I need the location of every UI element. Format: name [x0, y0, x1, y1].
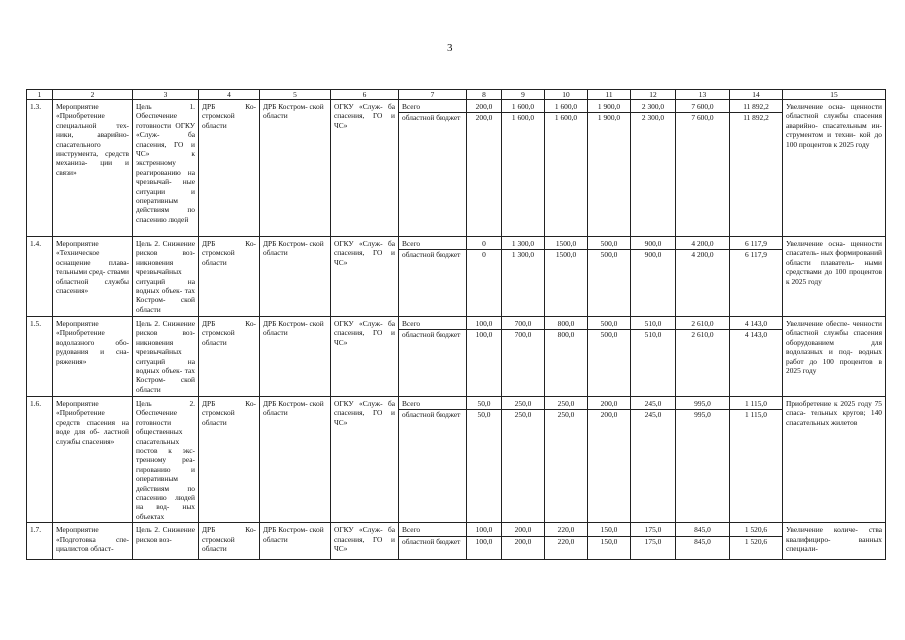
value-total: 200,0 — [514, 525, 532, 535]
value-total: 1500,0 — [555, 239, 577, 248]
expected-result-cell: Увеличение количе- ства квалифициро- ванных специали- — [783, 523, 886, 560]
value-budget: 50,0 — [467, 409, 501, 419]
col-header-10: 10 — [545, 90, 588, 100]
value-budget: 0 — [467, 249, 501, 259]
expected-result-cell: Увеличение обеспе- ченности областной службы спасения оборудованием для водолазных и под- водных работ до 100 процентов в 2025 году — [783, 317, 886, 397]
expected-result-cell: Приобретение к 2025 году 75 спаса- тельных кругов; 140 спасательных жилетов — [783, 397, 886, 523]
value-total: 245,0 — [644, 399, 662, 408]
goal-cell: Цель 2. Снижение рисков воз- — [133, 523, 199, 560]
col-header-4: 4 — [199, 90, 260, 100]
value-cell — [588, 100, 631, 237]
value-total: 200,0 — [600, 399, 618, 408]
administrator-cell: ДРБ Ко- стромской области — [199, 100, 260, 237]
executor-cell: ОГКУ «Служ- ба спасения, ГО и ЧС» — [331, 317, 399, 397]
value-total: 510,0 — [644, 319, 662, 328]
value-budget: 1 115,0 — [730, 409, 782, 419]
value-cell — [676, 317, 730, 397]
source-budget-label: областной бюджет — [399, 112, 466, 122]
value-budget: 250,0 — [502, 409, 544, 419]
table-row — [27, 523, 886, 560]
value-budget: 1 900,0 — [588, 112, 630, 122]
value-cell — [467, 237, 502, 317]
value-total: 100,0 — [475, 319, 493, 328]
source-budget-label: областной бюджет — [399, 536, 466, 546]
value-cell — [545, 523, 588, 560]
value-cell — [545, 317, 588, 397]
value-budget: 220,0 — [545, 536, 587, 546]
source-budget-label: областной бюджет — [399, 249, 466, 259]
col-header-14: 14 — [730, 90, 783, 100]
value-cell — [502, 100, 545, 237]
executor-cell: ОГКУ «Служ- ба спасения, ГО и ЧС» — [331, 100, 399, 237]
value-cell — [467, 523, 502, 560]
administrator-cell: ДРБ Ко- стромской области — [199, 523, 260, 560]
value-cell — [730, 100, 783, 237]
event-cell: Мероприятие «Приобретение водолазного обо- рудования и сна- ряжения» — [53, 317, 133, 397]
table-row — [27, 397, 886, 523]
value-budget: 200,0 — [588, 409, 630, 419]
administrator-cell: ДРБ Ко- стромской области — [199, 317, 260, 397]
row-number-cell: 1.6. — [27, 397, 53, 523]
source-total-label: Всего — [402, 399, 421, 408]
col-header-11: 11 — [588, 90, 631, 100]
col-header-15: 15 — [783, 90, 886, 100]
value-cell — [730, 523, 783, 560]
goal-cell: Цель 2. Снижение рисков воз- никновения чрезвычайных ситуаций на водных объек- тах Костром- ской области — [133, 237, 199, 317]
event-cell: Мероприятие «Техническое оснащение плава- тельными сред- ствами областной службы спасения» — [53, 237, 133, 317]
value-total: 1 600,0 — [554, 102, 578, 111]
grbs-cell: ДРБ Костром- ской области — [260, 237, 331, 317]
value-budget: 200,0 — [467, 112, 501, 122]
value-cell — [467, 100, 502, 237]
grbs-cell: ДРБ Костром- ской области — [260, 317, 331, 397]
value-budget: 845,0 — [676, 536, 729, 546]
value-cell — [467, 397, 502, 523]
value-cell — [676, 237, 730, 317]
table-row — [27, 317, 886, 397]
value-budget: 4 143,0 — [730, 329, 782, 339]
expected-result-cell: Увеличение осна- щенности спасатель- ных формирований области плаватель- ными средствами до 100 процентов к 2025 году — [783, 237, 886, 317]
value-total: 7 600,0 — [691, 102, 714, 111]
value-budget: 2 300,0 — [631, 112, 675, 122]
value-cell — [502, 397, 545, 523]
value-budget: 7 600,0 — [676, 112, 729, 122]
value-budget: 100,0 — [467, 536, 501, 546]
value-total: 1 520,6 — [744, 525, 768, 535]
value-cell — [588, 523, 631, 560]
value-total: 2 300,0 — [641, 102, 665, 111]
table-row — [27, 100, 886, 237]
value-cell — [467, 317, 502, 397]
table-row — [27, 237, 886, 317]
page-number: 3 — [447, 42, 453, 54]
event-cell: Мероприятие «Приобретение специальной тех- ники, аварийно- спасательного инструмента, средств механиза- ции и связи» — [53, 100, 133, 237]
value-total: 1 115,0 — [745, 399, 767, 408]
value-cell — [631, 237, 676, 317]
executor-cell: ОГКУ «Служ- ба спасения, ГО и ЧС» — [331, 237, 399, 317]
value-total: 100,0 — [475, 525, 493, 535]
source-total-label: Всего — [402, 525, 421, 535]
value-total: 4 200,0 — [691, 239, 714, 248]
col-header-9: 9 — [502, 90, 545, 100]
value-total: 175,0 — [644, 525, 662, 535]
value-budget: 900,0 — [631, 249, 675, 259]
value-total: 800,0 — [557, 319, 575, 328]
row-number-cell: 1.7. — [27, 523, 53, 560]
value-total: 1 900,0 — [597, 102, 621, 111]
value-cell — [631, 523, 676, 560]
value-cell — [631, 100, 676, 237]
value-budget: 4 200,0 — [676, 249, 729, 259]
value-budget: 245,0 — [631, 409, 675, 419]
value-cell — [631, 317, 676, 397]
row-number-cell: 1.3. — [27, 100, 53, 237]
value-total: 6 117,9 — [745, 239, 767, 248]
funding-source-cell — [399, 397, 467, 523]
col-header-12: 12 — [631, 90, 676, 100]
col-header-13: 13 — [676, 90, 730, 100]
value-total: 50,0 — [477, 399, 491, 408]
funding-source-cell — [399, 237, 467, 317]
source-total-label: Всего — [402, 239, 421, 248]
value-budget: 200,0 — [502, 536, 544, 546]
col-header-8: 8 — [467, 90, 502, 100]
value-budget: 2 610,0 — [676, 329, 729, 339]
value-total: 1 600,0 — [511, 102, 535, 111]
value-budget: 1 520,6 — [730, 536, 782, 546]
value-budget: 510,0 — [631, 329, 675, 339]
value-cell — [545, 397, 588, 523]
value-budget: 1 600,0 — [502, 112, 544, 122]
value-total: 900,0 — [644, 239, 662, 248]
row-number-cell: 1.5. — [27, 317, 53, 397]
value-cell — [545, 237, 588, 317]
value-total: 250,0 — [557, 399, 575, 408]
event-cell: Мероприятие «Приобретение средств спасения на воде для об- ластной службы спасения» — [53, 397, 133, 523]
administrator-cell: ДРБ Ко- стромской области — [199, 397, 260, 523]
value-budget: 995,0 — [676, 409, 729, 419]
value-total: 11 892,2 — [743, 102, 769, 111]
value-budget: 250,0 — [545, 409, 587, 419]
value-total: 500,0 — [600, 239, 618, 248]
col-header-5: 5 — [260, 90, 331, 100]
value-total: 995,0 — [694, 399, 711, 408]
goal-cell: Цель 2. Снижение рисков воз- никновения чрезвычайных ситуаций на водных объек- тах Костром- ской области — [133, 317, 199, 397]
value-total: 200,0 — [475, 102, 493, 111]
value-budget: 6 117,9 — [730, 249, 782, 259]
value-total: 700,0 — [514, 319, 532, 328]
goal-cell: Цель 2. Обеспечение готовности общественных спасательных постов к экс- тренному реа- гированию и оперативным действиям по спасению людей на вод- ных объектах — [133, 397, 199, 523]
executor-cell: ОГКУ «Служ- ба спасения, ГО и ЧС» — [331, 397, 399, 523]
value-total: 4 143,0 — [744, 319, 768, 328]
funding-source-cell — [399, 317, 467, 397]
funding-source-cell — [399, 100, 467, 237]
value-budget: 1 300,0 — [502, 249, 544, 259]
goal-cell: Цель 1. Обеспечение готовности ОГКУ «Служ- ба спасения, ГО и ЧС» к экстренному реагированию на чрезвычай- ные ситуации и оперативным действиям по спасению людей — [133, 100, 199, 237]
value-cell — [676, 397, 730, 523]
grbs-cell: ДРБ Костром- ской области — [260, 397, 331, 523]
administrator-cell: ДРБ Ко- стромской области — [199, 237, 260, 317]
value-budget: 11 892,2 — [730, 112, 782, 122]
value-budget: 1 600,0 — [545, 112, 587, 122]
value-cell — [502, 237, 545, 317]
source-budget-label: областной бюджет — [399, 329, 466, 339]
event-cell: Мероприятие «Подготовка спе- циалистов област- — [53, 523, 133, 560]
value-total: 0 — [482, 239, 486, 248]
funding-source-cell — [399, 523, 467, 560]
value-total: 2 610,0 — [691, 319, 714, 328]
value-budget: 700,0 — [502, 329, 544, 339]
value-total: 1 300,0 — [511, 239, 535, 248]
value-cell — [588, 317, 631, 397]
grbs-cell: ДРБ Костром- ской области — [260, 100, 331, 237]
value-total: 500,0 — [600, 319, 618, 328]
value-budget: 1500,0 — [545, 249, 587, 259]
value-total: 150,0 — [600, 525, 618, 535]
value-cell — [730, 317, 783, 397]
value-cell — [545, 100, 588, 237]
value-cell — [676, 100, 730, 237]
value-budget: 500,0 — [588, 329, 630, 339]
value-budget: 100,0 — [467, 329, 501, 339]
col-header-1: 1 — [27, 90, 53, 100]
col-header-7: 7 — [399, 90, 467, 100]
col-header-2: 2 — [53, 90, 133, 100]
column-number-row — [27, 90, 886, 100]
executor-cell: ОГКУ «Служ- ба спасения, ГО и ЧС» — [331, 523, 399, 560]
value-cell — [502, 523, 545, 560]
value-budget: 500,0 — [588, 249, 630, 259]
source-total-label: Всего — [402, 102, 421, 111]
value-cell — [588, 237, 631, 317]
value-budget: 150,0 — [588, 536, 630, 546]
value-cell — [730, 397, 783, 523]
value-budget: 800,0 — [545, 329, 587, 339]
source-total-label: Всего — [402, 319, 421, 328]
value-cell — [502, 317, 545, 397]
value-cell — [631, 397, 676, 523]
row-number-cell: 1.4. — [27, 237, 53, 317]
grbs-cell: ДРБ Костром- ской области — [260, 523, 331, 560]
value-total: 220,0 — [557, 525, 575, 535]
value-cell — [588, 397, 631, 523]
expected-result-cell: Увеличение осна- щенности областной службы спасения аварийно- спасательным ин- струментом и техни- кой до 100 процентов к 2025 году — [783, 100, 886, 237]
program-table — [26, 89, 886, 560]
value-cell — [730, 237, 783, 317]
value-total: 845,0 — [694, 525, 711, 535]
value-cell — [676, 523, 730, 560]
source-budget-label: областной бюджет — [399, 409, 466, 419]
col-header-3: 3 — [133, 90, 199, 100]
value-budget: 175,0 — [631, 536, 675, 546]
col-header-6: 6 — [331, 90, 399, 100]
value-total: 250,0 — [514, 399, 532, 408]
